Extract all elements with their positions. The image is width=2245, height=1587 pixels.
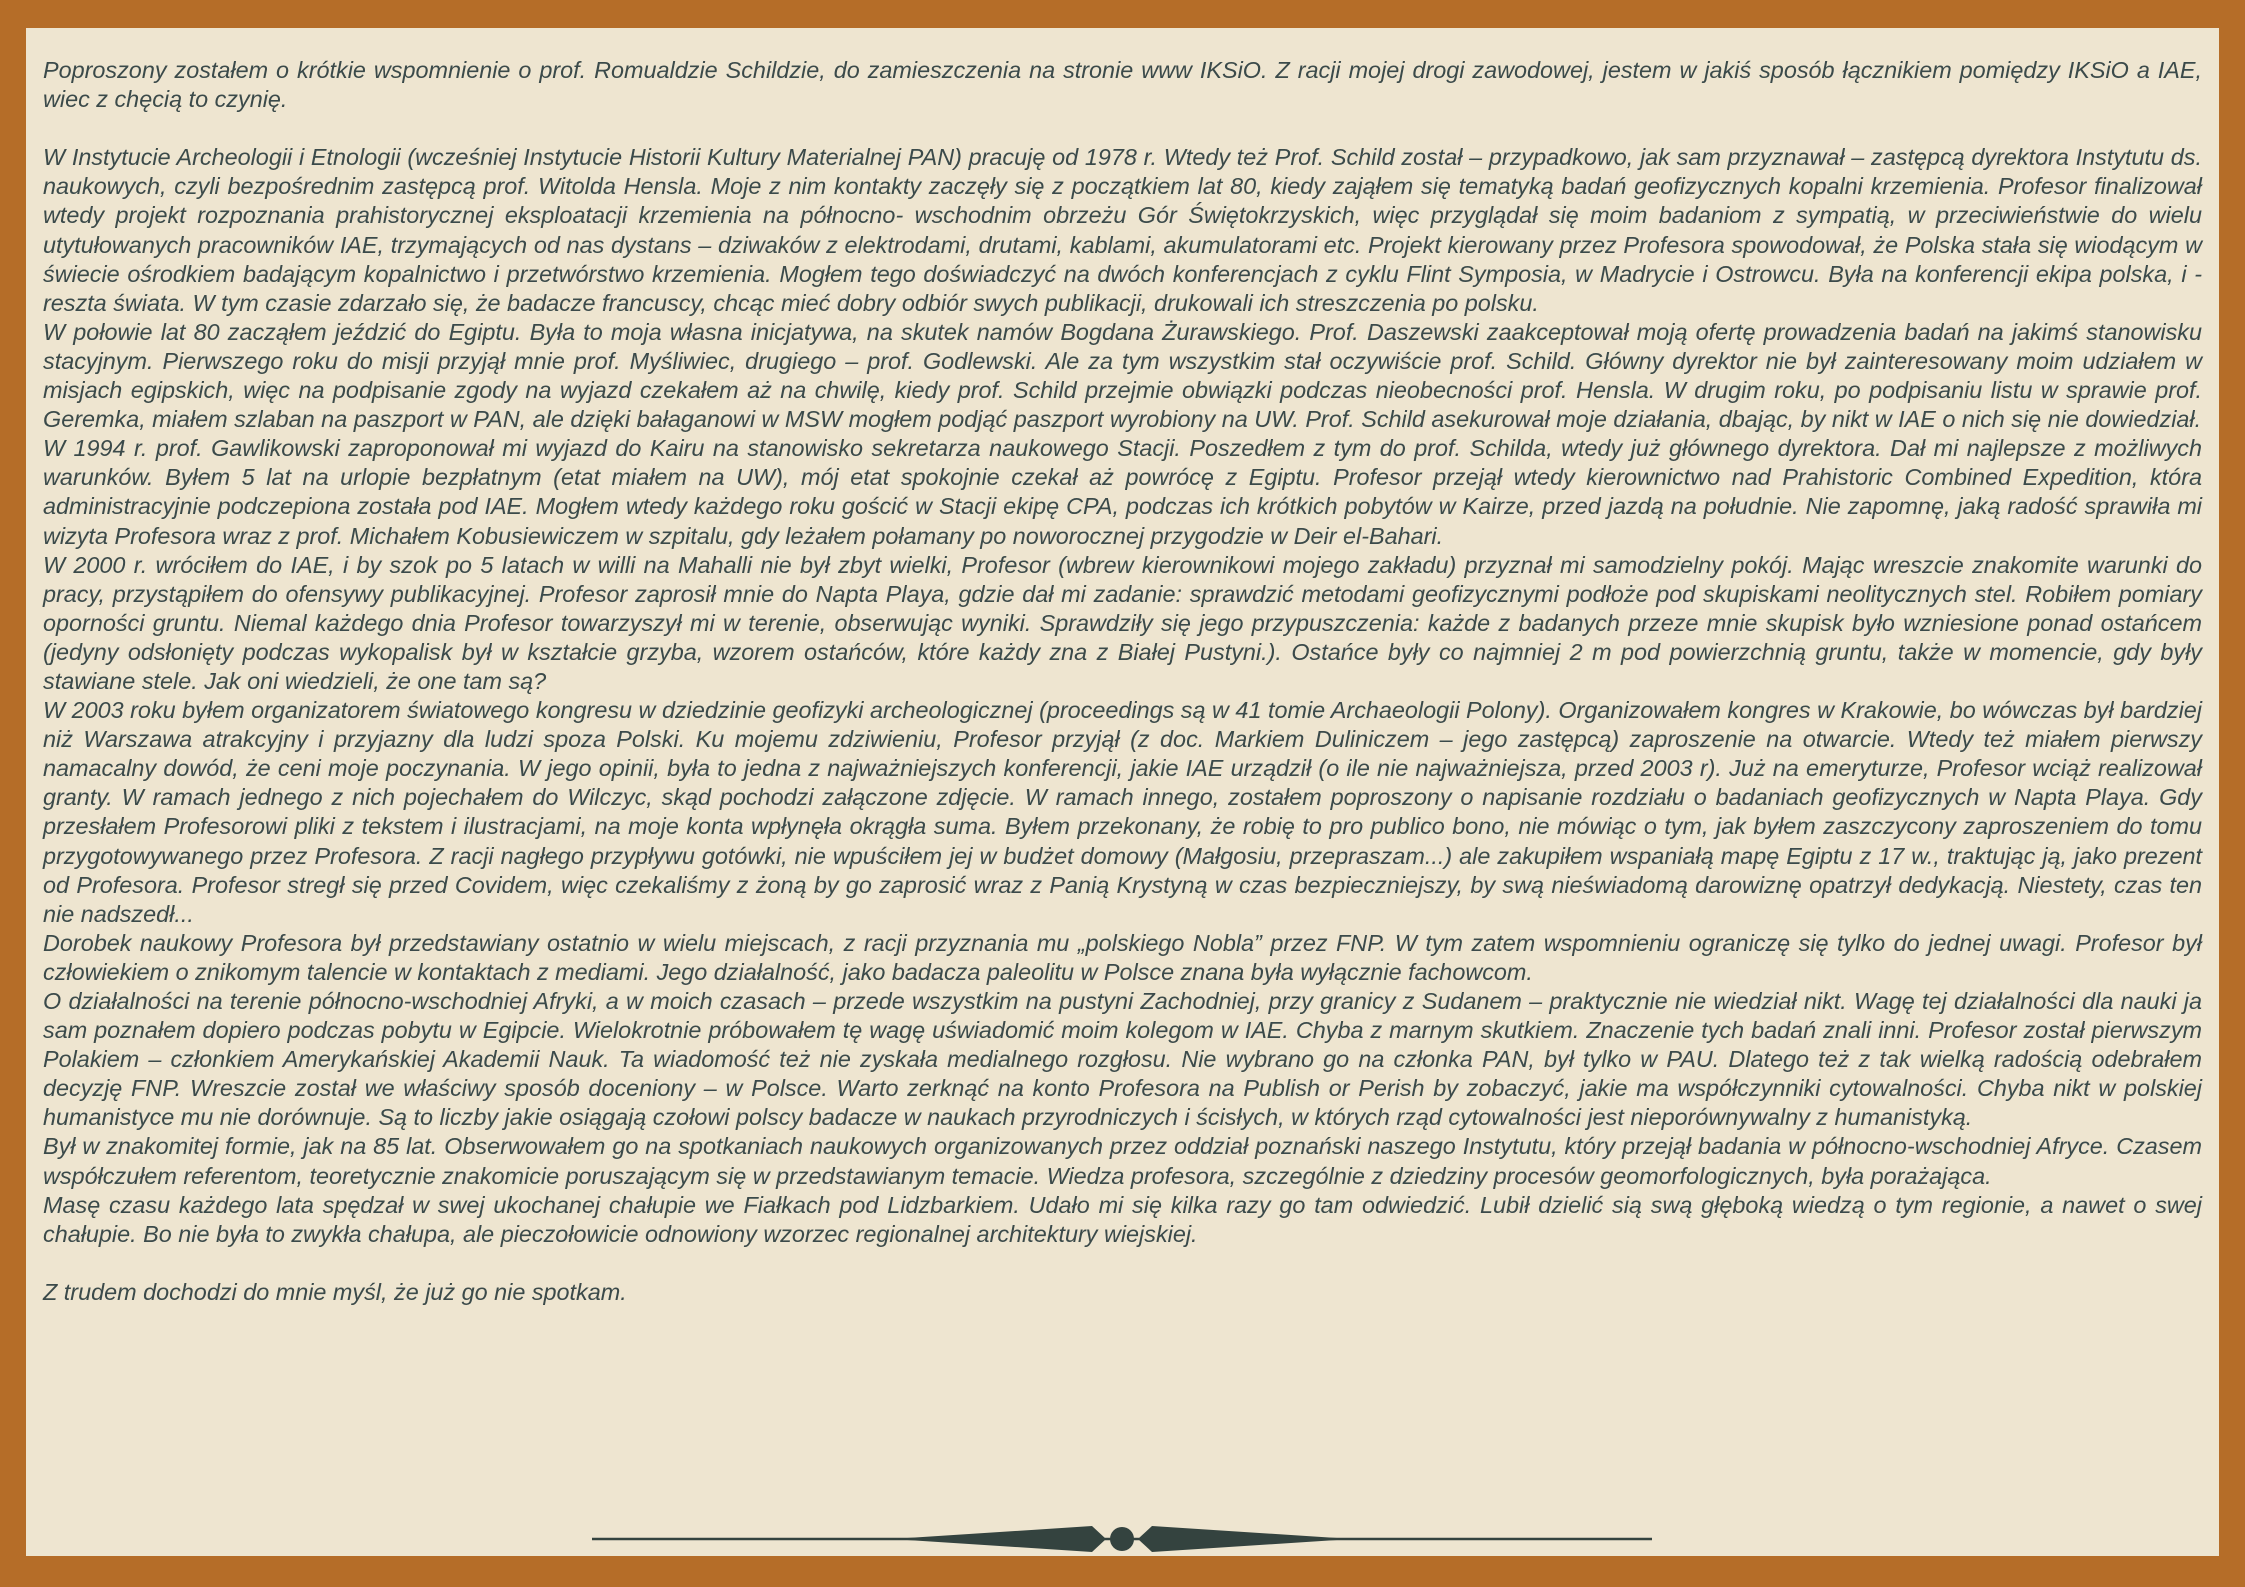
divider-left-wedge [892,1526,1106,1552]
paragraph-achievements: Dorobek naukowy Profesora był przedstawiany ostatnio w wielu miejscach, z racji przyznania mu „polskiego Nobla” przez FNP. W tym zatem wspomnieniu ograniczę się tylko do jednej uwagi. Profesor był człowiekiem o znikomym talencie w kontaktach z mediami. Jego działalność, jako badacza paleolitu w Polsce znana była wyłącznie fachowcom. [43,929,2202,985]
paragraph-closing: Z trudem dochodzi do mnie myśl, że już go nie spotkam. [43,1278,627,1305]
divider-center-dot [1110,1527,1134,1551]
divider-right-wedge [1138,1526,1352,1552]
divider-ornament [592,1519,1652,1559]
paragraph-institute: W Instytucie Archeologii i Etnologii (wcześniej Instytucie Historii Kultury Materialnej PAN) pracuję od 1978 r. Wtedy też Prof. Schild został – przypadkowo, jak sam przyznawał – zastępcą dyrektora Instytutu ds. naukowych, czyli bezpośrednim zastępcą prof. Witolda Hensla. Moje z nim kontakty zaczęły się z początkiem lat 80, kiedy zająłem się tematyką badań geofizycznych kopalni krzemienia. Profesor finalizował wtedy projekt rozpoznania prahistorycznej eksploatacji krzemienia na północno- wschodnim obrzeżu Gór Świętokrzyskich, więc przyglądał się moim badaniom z sympatią, w przeciwieństwie do wielu utytułowanych pracowników IAE, trzymających od nas dystans – dziwaków z elektrodami, drutami, kablami, akumulatorami etc. Projekt kierowany przez Profesora spowodował, że Polska stała się wiodącym w świecie ośrodkiem badającym kopalnictwo i przetwórstwo krzemienia. Mogłem tego doświadczyć na dwóch konferencjach z cyklu Flint Symposia, w Madrycie i Ostrowcu. Była na konferencji ekipa polska, i - reszta świata. W tym czasie zdarzało się, że badacze francuscy, chcąc mieć dobry odbiór swych publikacji, drukowali ich streszczenia po polsku. [43,144,2202,316]
paragraph-congress: W 2003 roku byłem organizatorem światowego kongresu w dziedzinie geofizyki archeologicznej (proceedings są w 41 tomie Archaeologii Polony). Organizowałem kongres w Krakowie, bo wówczas był bardziej niż Warszawa atrakcyjny i przyjazny dla ludzi spoza Polski. Ku mojemu zdziwieniu, Profesor przyjął (z doc. Markiem Duliniczem – jego zastępcą) zaproszenie na otwarcie. Wtedy też miałem pierwszy namacalny dowód, że ceni moje poczynania. W jego opinii, była to jedna z najważniejszych konferencji, jakie IAE urządził (o ile nie najważniejsza, przed 2003 r). Już na emeryturze, Profesor wciąż realizował granty. W ramach jednego z nich pojechałem do Wilczyc, skąd pochodzi załączone zdjęcie. W ramach innego, zostałem poproszony o napisanie rozdziału o badaniach geofizycznych w Napta Playa. Gdy przesłałem Profesorowi pliki z tekstem i ilustracjami, na moje konta wpłynęła okrągła suma. Byłem przekonany, że robię to pro publico bono, nie mówiąc o tym, jak byłem zaszczycony zaproszeniem do tomu przygotowywanego przez Profesora. Z racji nagłego przypływu gotówki, nie wpuściłem jej w budżet domowy (Małgosiu, przepraszam...) ale zakupiłem wspaniałą mapę Egiptu z 17 w., traktując ją, jako prezent od Profesora. Profesor stregł się przed Covidem, więc czekaliśmy z żoną by go zaprosić wraz z Panią Krystyną w czas bezpieczniejszy, by swą nieświadomą darowiznę opatrzył dedykacją. Niestety, czas ten nie nadszedł... [43,697,2202,927]
memoir-page [26,28,2219,1556]
paragraph-egypt: W połowie lat 80 zacząłem jeździć do Egiptu. Była to moja własna inicjatywa, na skutek namów Bogdana Żurawskiego. Prof. Daszewski zaakceptował moją ofertę prowadzenia badań na jakimś stanowisku stacyjnym. Pierwszego roku do misji przyjął mnie prof. Myśliwiec, drugiego – prof. Godlewski. Ale za tym wszystkim stał oczywiście prof. Schild. Główny dyrektor nie był zainteresowany moim udziałem w misjach egipskich, więc na podpisanie zgody na wyjazd czekałem aż na chwilę, kiedy prof. Schild przejmie obwiązki podczas nieobecności prof. Hensla. W drugim roku, po podpisaniu listu w sprawie prof. Geremka, miałem szlaban na paszport w PAN, ale dzięki bałaganowi w MSW mogłem podjąć paszport wyrobiony na UW. Prof. Schild asekurował moje działania, dbając, by nikt w IAE o nich się nie dowiedział. [43,318,2202,433]
paragraph-cottage: Masę czasu każdego lata spędzał w swej ukochanej chałupie we Fiałkach pod Lidzbarkiem. Udało mi się kilka razy go tam odwiedzić. Lubił dzielić sią swą głęboką wiedzą o tym regionie, a nawet o swej chałupie. Bo nie była to zwykła chałupa, ale pieczołowicie odnowiony wzorzec regionalnej architektury wiejskiej. [43,1191,2202,1247]
paragraph-return: W 2000 r. wróciłem do IAE, i by szok po 5 latach w willi na Mahalli nie był zbyt wielki, Profesor (wbrew kierownikowi mojego zakładu) przyznał mi samodzielny pokój. Mając wreszcie znakomite warunki do pracy, przystąpiłem do ofensywy publikacyjnej. Profesor zaprosił mnie do Napta Playa, gdzie dał mi zadanie: sprawdzić metodami geofizycznymi podłoże pod skupiskami neolitycznych stel. Robiłem pomiary oporności gruntu. Niemal każdego dnia Profesor towarzyszył mi w terenie, obserwując wyniki. Sprawdziły się jego przypuszczenia: każde z badanych przeze mnie skupisk było wzniesione ponad ostańcem (jedyny odsłonięty podczas wykopalisk był w kształcie grzyba, wzorem ostańców, które każdy zna z Białej Pustyni.). Ostańce były co najmniej 2 m pod powierzchnią gruntu, także w momencie, gdy były stawiane stele. Jak oni wiedzieli, że one tam są? [43,551,2202,694]
memoir-text [43,56,2202,1307]
paragraph-form: Był w znakomitej formie, jak na 85 lat. Obserwowałem go na spotkaniach naukowych organizowanych przez oddział poznański naszego Instytutu, który przejął badania w północno-wschodniej Afryce. Czasem współczułem referentom, teoretycznie znakomicie poruszającym się w przedstawianym temacie. Wiedza profesora, szczególnie z dziedziny procesów geomorfologicznych, była porażająca. [43,1133,2202,1189]
paragraph-africa: O działalności na terenie północno-wschodniej Afryki, a w moich czasach – przede wszystkim na pustyni Zachodniej, przy granicy z Sudanem – praktycznie nie wiedział nikt. Wagę tej działalności dla nauki ja sam poznałem dopiero podczas pobytu w Egipcie. Wielokrotnie próbowałem tę wagę uświadomić moim kolegom w IAE. Chyba z marnym skutkiem. Znaczenie tych badań znali inni. Profesor został pierwszym Polakiem – członkiem Amerykańskiej Akademii Nauk. Ta wiadomość też nie zyskała medialnego rozgłosu. Nie wybrano go na członka PAN, był tylko w PAU. Dlatego też z tak wielką radością odebrałem decyzję FNP. Wreszcie został we właściwy sposób doceniony – w Polsce. Warto zerknąć na konto Profesora na Publish or Perish by zobaczyć, jakie ma współczynniki cytowalności. Chyba nikt w polskiej humanistyce mu nie dorównuje. Są to liczby jakie osiągają czołowi polscy badacze w naukach przyrodniczych i ścisłych, w których rząd cytowalności jest nieporównywalny z humanistyką. [43,988,2202,1131]
paragraph-cairo: W 1994 r. prof. Gawlikowski zaproponował mi wyjazd do Kairu na stanowisko sekretarza naukowego Stacji. Poszedłem z tym do prof. Schilda, wtedy już głównego dyrektora. Dał mi najlepsze z możliwych warunków. Byłem 5 lat na urlopie bezpłatnym (etat miałem na UW), mój etat spokojnie czekał aż powrócę z Egiptu. Profesor przejął wtedy kierownictwo nad Prahistoric Combined Expedition, która administracyjnie podczepiona została pod IAE. Mogłem wtedy każdego roku gościć w Stacji ekipę CPA, podczas ich krótkich pobytów w Kairze, przed jazdą na południe. Nie zapomnę, jaką radość sprawiła mi wizyta Profesora wraz z prof. Michałem Kobusiewiczem w szpitalu, gdy leżałem połamany po noworocznej przygodzie w Deir el-Bahari. [43,435,2202,549]
paragraph-intro: Poproszony zostałem o krótkie wspomnienie o prof. Romualdzie Schildzie, do zamieszczenia na stronie www IKSiO. Z racji mojej drogi zawodowej, jestem w jakiś sposób łącznikiem pomiędzy IKSiO a IAE, wiec z chęcią to czynię. [43,57,2202,113]
